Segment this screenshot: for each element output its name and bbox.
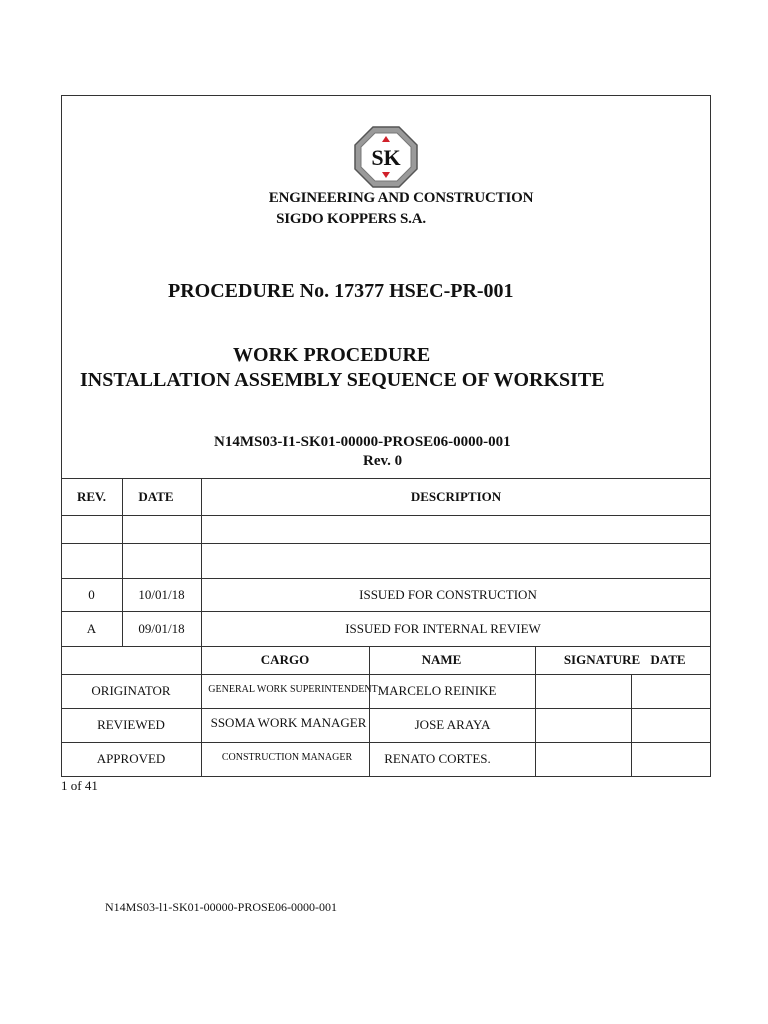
title-line-1: WORK PROCEDURE (233, 344, 431, 366)
logo-text: SK (371, 145, 401, 170)
page-number: 1 of 41 (61, 778, 98, 793)
description-cell (201, 543, 711, 578)
date-cell: 09/01/18 (138, 620, 185, 636)
cargo-cell: CONSTRUCTION MANAGER (221, 751, 353, 763)
table-line (631, 674, 632, 776)
title-line-2: INSTALLATION ASSEMBLY SEQUENCE OF WORKSITE (80, 369, 605, 391)
description-cell: ISSUED FOR INTERNAL REVIEW (345, 620, 541, 636)
rev-cell: 0 (88, 586, 95, 602)
rev-cell: A (86, 620, 97, 636)
date-header: DATE (138, 488, 174, 504)
table-line (535, 646, 536, 776)
name-cell: MARCELO REINIKE (377, 683, 497, 698)
company-line-1: ENGINEERING AND CONSTRUCTION (268, 190, 534, 206)
date-header: DATE (650, 652, 686, 667)
rev-cell (61, 515, 122, 543)
procedure-number: PROCEDURE No. 17377 HSEC-PR-001 (168, 280, 514, 302)
name-header: NAME (421, 652, 462, 667)
rev-header: REV. (76, 488, 107, 504)
cargo-cell: SSOMA WORK MANAGER (210, 715, 367, 730)
description-cell: ISSUED FOR CONSTRUCTION (359, 586, 537, 602)
signature-header: SIGNATURE (563, 652, 641, 667)
rev-cell (61, 543, 122, 578)
name-cell: RENATO CORTES. (384, 751, 491, 766)
sk-logo (353, 125, 419, 189)
date-cell (122, 543, 201, 578)
cargo-header: CARGO (260, 652, 310, 667)
role-cell: APPROVED (96, 751, 166, 766)
role-cell: ORIGINATOR (91, 683, 171, 698)
cargo-cell: GENERAL WORK SUPERINTENDENT (208, 683, 378, 695)
description-header: DESCRIPTION (410, 488, 502, 504)
footer-document-code: N14MS03-l1-SK01-00000-PROSE06-0000-001 (105, 900, 338, 914)
date-cell (122, 515, 201, 543)
revision-label: Rev. 0 (363, 453, 403, 469)
company-line-2: SIGDO KOPPERS S.A. (276, 211, 426, 227)
role-cell: REVIEWED (97, 717, 165, 732)
name-cell: JOSE ARAYA (414, 717, 491, 732)
date-cell: 10/01/18 (138, 586, 185, 602)
document-code: N14MS03-I1-SK01-00000-PROSE06-0000-001 (214, 434, 511, 450)
description-cell (201, 515, 711, 543)
